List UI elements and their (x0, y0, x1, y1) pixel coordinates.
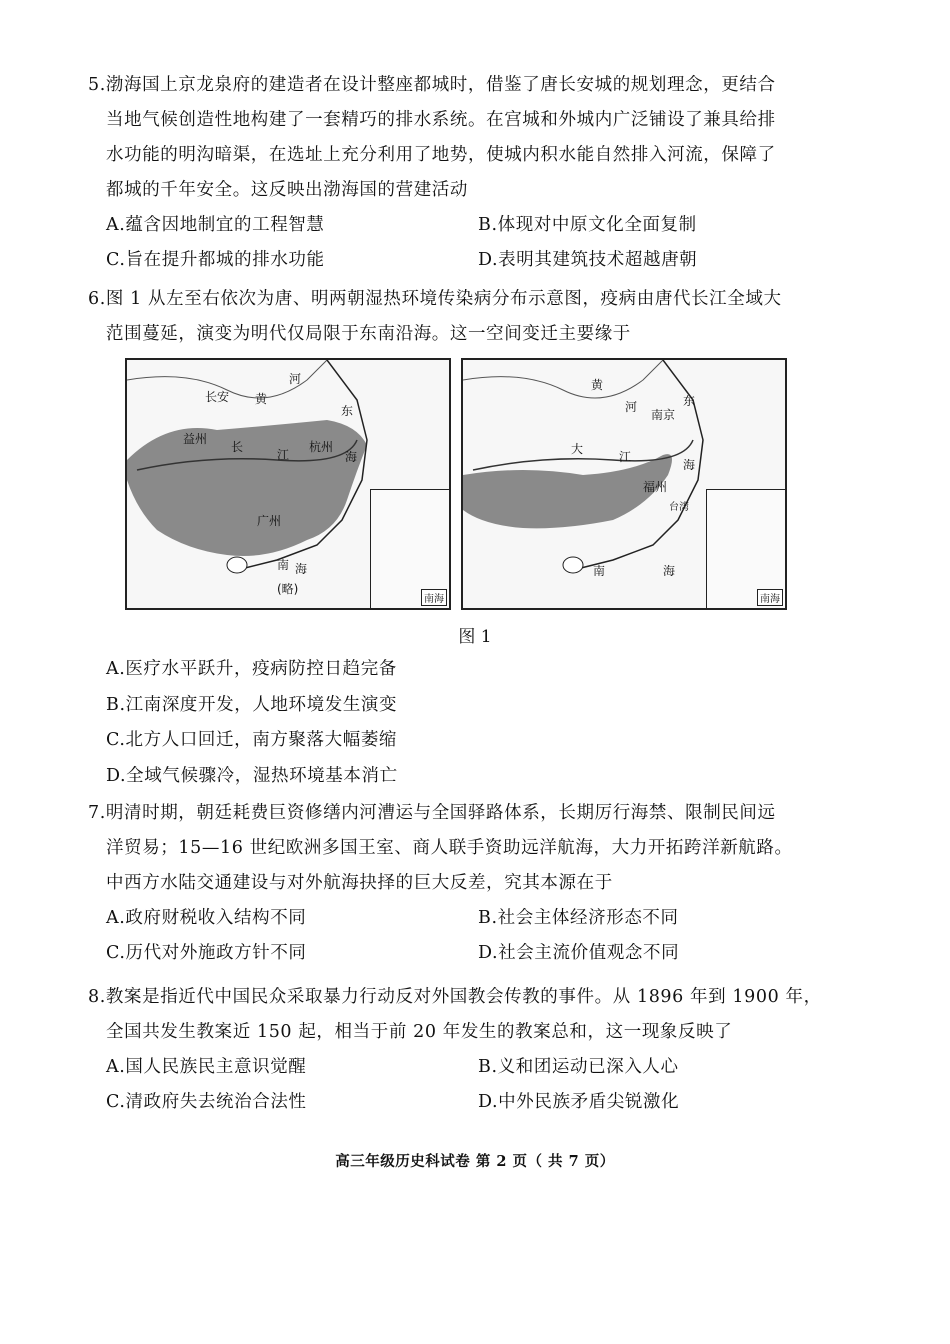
q7-option-b: B.社会主体经济形态不同 (478, 908, 679, 928)
q7-stem-line-2: 洋贸易；15—16 世纪欧洲多国王室、商人联手资助远洋航海，大力开拓跨洋新航路。 (106, 838, 793, 858)
label-hai: 海 (345, 450, 358, 464)
hainan-island (563, 557, 583, 573)
label-hangzhou: 杭州 (309, 440, 334, 454)
q7-stem-line-3: 中西方水陆交通建设与对外航海抉择的巨大反差，究其本源在于 (106, 873, 613, 893)
q8-stem-line-2: 全国共发生教案近 150 起，相当于前 20 年发生的教案总和，这一现象反映了 (106, 1022, 733, 1042)
label-taiwan: 台湾 (669, 502, 689, 513)
q5-stem-line-1: 5.渤海国上京龙泉府的建造者在设计整座都城时，借鉴了唐长安城的规划理念，更结合 (88, 75, 776, 95)
label-dong: 东 (341, 404, 354, 418)
q5-stem-line-4: 都城的千年安全。这反映出渤海国的营建活动 (106, 180, 468, 200)
q6-option-a: A.医疗水平跃升，疫病防控日趋完备 (106, 659, 397, 679)
q5-option-c: C.旨在提升都城的排水功能 (106, 250, 325, 270)
q8-option-d: D.中外民族矛盾尖锐激化 (478, 1092, 680, 1112)
label-fuzhou: 福州 (643, 480, 668, 494)
q5-option-a: A.蕴含因地制宜的工程智慧 (106, 215, 325, 235)
q8-option-b: B.义和团运动已深入人心 (478, 1057, 679, 1077)
south-china-sea-inset (370, 489, 449, 608)
question-8 (88, 980, 858, 1120)
label-changan: 长安 (205, 390, 230, 404)
label-jiang: 江 (619, 450, 632, 464)
label-dong: 东 (683, 394, 696, 408)
q8-stem-line-1: 8.教案是指近代中国民众采取暴力行动反对外国教会传教的事件。从 1896 年到 1900 年， (88, 987, 822, 1007)
q8-option-c: C.清政府失去统治合法性 (106, 1092, 307, 1112)
label-hai-south: 海 (295, 562, 308, 576)
q7-option-d: D.社会主流价值观念不同 (478, 943, 680, 963)
question-7 (88, 796, 858, 971)
hainan-island (227, 557, 247, 573)
label-hai-south: 海 (663, 564, 676, 578)
question-5 (88, 68, 858, 278)
label-jiang: 江 (277, 448, 290, 462)
q5-option-d: D.表明其建筑技术超越唐朝 (478, 250, 698, 270)
label-huang: 黄 (591, 378, 604, 392)
figure-1 (125, 358, 801, 610)
question-6 (88, 282, 858, 352)
q7-stem-line-1: 7.明清时期，朝廷耗费巨资修缮内河漕运与全国驿路体系，长期厉行海禁、限制民间远 (88, 803, 776, 823)
label-chang: 长 (231, 440, 244, 454)
label-huang: 黄 (255, 392, 268, 406)
q6-options (88, 652, 398, 794)
label-hai: 海 (683, 458, 696, 472)
tang-dynasty-map (125, 358, 451, 610)
map-river-line (463, 360, 663, 398)
q5-stem-line-2: 当地气候创造性地构建了一套精巧的排水系统。在宫城和外城内广泛铺设了兼具给排 (106, 110, 776, 130)
q8-option-a: A.国人民族民主意识觉醒 (106, 1057, 307, 1077)
label-he: 河 (625, 400, 638, 414)
label-nanjing: 南京 (651, 408, 676, 422)
figure-caption: 图 1 (458, 627, 492, 647)
label-he: 河 (289, 372, 302, 386)
q7-option-a: A.政府财税收入结构不同 (106, 908, 307, 928)
label-da: 大 (571, 442, 584, 456)
inset-label: 南海 (421, 589, 447, 606)
inset-label: 南海 (757, 589, 783, 606)
label-omitted: (略) (277, 582, 299, 596)
ming-dynasty-map (461, 358, 787, 610)
label-nan: 南 (277, 558, 290, 572)
label-yizhou: 益州 (183, 432, 208, 446)
page-footer: 高三年级历史科试卷 第 2 页（ 共 7 页） (335, 1153, 615, 1170)
q6-stem-line-1: 6.图 1 从左至右依次为唐、明两朝湿热环境传染病分布示意图，疫病由唐代长江全域大 (88, 289, 782, 309)
q6-stem-line-2: 范围蔓延，演变为明代仅局限于东南沿海。这一空间变迁主要缘于 (106, 324, 631, 344)
q5-option-b: B.体现对中原文化全面复制 (478, 215, 697, 235)
q6-option-d: D.全域气候骤冷，湿热环境基本消亡 (106, 765, 398, 786)
q6-option-c: C.北方人口回迁，南方聚落大幅萎缩 (106, 730, 398, 750)
q5-stem-line-3: 水功能的明沟暗渠，在选址上充分利用了地势，使城内积水能自然排入河流，保障了 (106, 145, 776, 165)
q7-option-c: C.历代对外施政方针不同 (106, 943, 307, 963)
label-guangzhou: 广州 (257, 514, 282, 528)
q6-option-b: B.江南深度开发，人地环境发生演变 (106, 694, 398, 715)
south-china-sea-inset (706, 489, 785, 608)
label-nan: 南 (593, 564, 606, 578)
